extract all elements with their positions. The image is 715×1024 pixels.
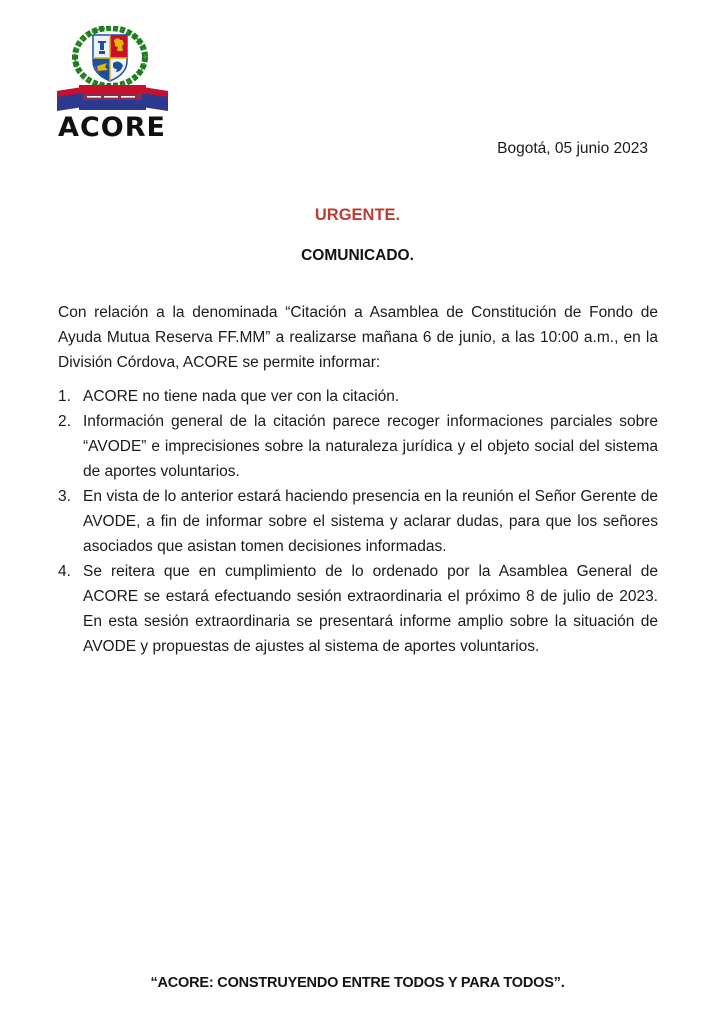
acore-logo bbox=[53, 26, 171, 141]
body-text bbox=[58, 300, 658, 659]
intro-paragraph: Con relación a la denominada “Citación a Asamblea de Constitución de Fondo de Ayuda Mutua Reserva FF.MM” a realizarse mañana 6 de junio, a las 10:00 a.m., en la División Córdova, ACORE se permite informar: bbox=[58, 304, 658, 371]
list-item bbox=[58, 384, 658, 409]
list-item bbox=[58, 559, 658, 659]
urgent-heading: URGENTE. bbox=[314, 206, 401, 224]
comunicado-heading: COMUNICADO. bbox=[301, 247, 414, 264]
list-item-number: 1. bbox=[58, 388, 71, 405]
date-line: Bogotá, 05 junio 2023 bbox=[497, 140, 648, 157]
list-item-text: ACORE no tiene nada que ver con la citación. bbox=[83, 388, 400, 405]
list-item-text: Información general de la citación parece recoger informaciones parciales sobre “AVODE” e imprecisiones sobre la naturaleza jurídica y el objeto social del sistema de aportes voluntarios. bbox=[83, 413, 658, 480]
list-item-number: 4. bbox=[58, 563, 71, 580]
list-item bbox=[58, 484, 658, 559]
list-item-number: 2. bbox=[58, 413, 71, 430]
list-item bbox=[58, 409, 658, 484]
numbered-list bbox=[58, 384, 658, 659]
acore-crest-icon bbox=[55, 26, 170, 112]
list-item-text: En vista de lo anterior estará haciendo presencia en la reunión el Señor Gerente de AVODE, a fin de informar sobre el sistema y aclarar dudas, para que los señores asociados que asistan tomen decisiones informadas. bbox=[83, 488, 658, 555]
list-item-text: Se reitera que en cumplimiento de lo ordenado por la Asamblea General de ACORE se estará efectuando sesión extraordinaria el próximo 8 de julio de 2023. En esta sesión extraordinaria se presentará informe amplio sobre la situación de AVODE y propuestas de ajustes al sistema de aportes voluntarios. bbox=[83, 563, 658, 655]
list-item-number: 3. bbox=[58, 488, 71, 505]
acore-logo-wordmark: ACORE bbox=[58, 112, 166, 143]
footer-quote: “ACORE: CONSTRUYENDO ENTRE TODOS Y PARA TODOS”. bbox=[150, 975, 565, 991]
